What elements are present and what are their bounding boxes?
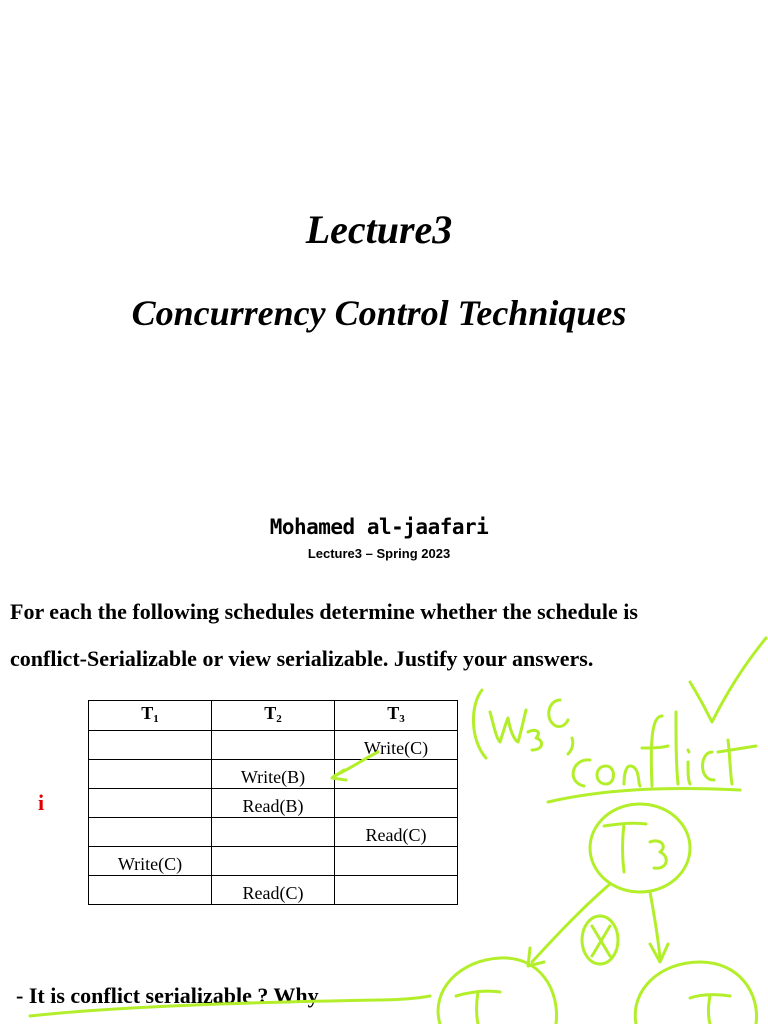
ink-comma [568, 738, 573, 754]
ink-w [490, 710, 526, 742]
ink-conflict-t [718, 740, 756, 784]
ink-node-bottom-right [635, 962, 756, 1024]
author-name: Mohamed al-jaafari [269, 515, 489, 539]
ink-conflict-n [624, 766, 640, 786]
bottom-question-text: - It is conflict serializable ? Why [16, 983, 319, 1008]
ink-subscript-3 [528, 730, 542, 750]
ink-underline [548, 789, 740, 803]
ink-c [549, 700, 568, 727]
lecture-subtitle: Concurrency Control Techniques [131, 293, 627, 333]
table-cell: Read(B) [212, 789, 335, 818]
ink-edge-left [532, 884, 610, 962]
ink-arrow-head [332, 770, 346, 780]
ink-node-t3-label [604, 823, 666, 872]
ink-node-small-mark [592, 926, 610, 956]
ink-checkmark [690, 638, 766, 722]
table-cell: Write(C) [89, 847, 212, 876]
ink-node-bottom-right-label [690, 995, 730, 1024]
ink-conflict-f [642, 716, 668, 786]
ink-conflict-c [573, 760, 590, 786]
table-cell: Write(B) [212, 760, 335, 789]
ink-conflict-l [676, 712, 678, 784]
ink-conflict-i [688, 750, 690, 784]
table-cell: Write(C) [335, 731, 458, 760]
ink-conflict-o [597, 766, 614, 784]
question-line-1: For each the following schedules determine whether the schedule is [10, 599, 638, 624]
schedule-label: i [38, 790, 45, 815]
table-cell: Read(C) [212, 876, 335, 905]
header-t1: $T_1$ [89, 701, 212, 731]
ink-node-t3 [590, 804, 690, 892]
ink-paren [473, 690, 486, 758]
ink-node-bottom-left-label [456, 991, 500, 1024]
header-t3: $T_3$ [335, 701, 458, 731]
lecture-term-line: Lecture3 – Spring 2023 [307, 546, 451, 561]
table-cell: Read(C) [335, 818, 458, 847]
header-t2: $T_2$ [212, 701, 335, 731]
ink-bottom-underline [30, 996, 430, 1016]
ink-conflict-c2 [703, 752, 715, 780]
lecture-title: Lecture3 [305, 207, 453, 252]
question-line-2: conflict-Serializable or view serializable. Justify your answers. [10, 646, 594, 671]
